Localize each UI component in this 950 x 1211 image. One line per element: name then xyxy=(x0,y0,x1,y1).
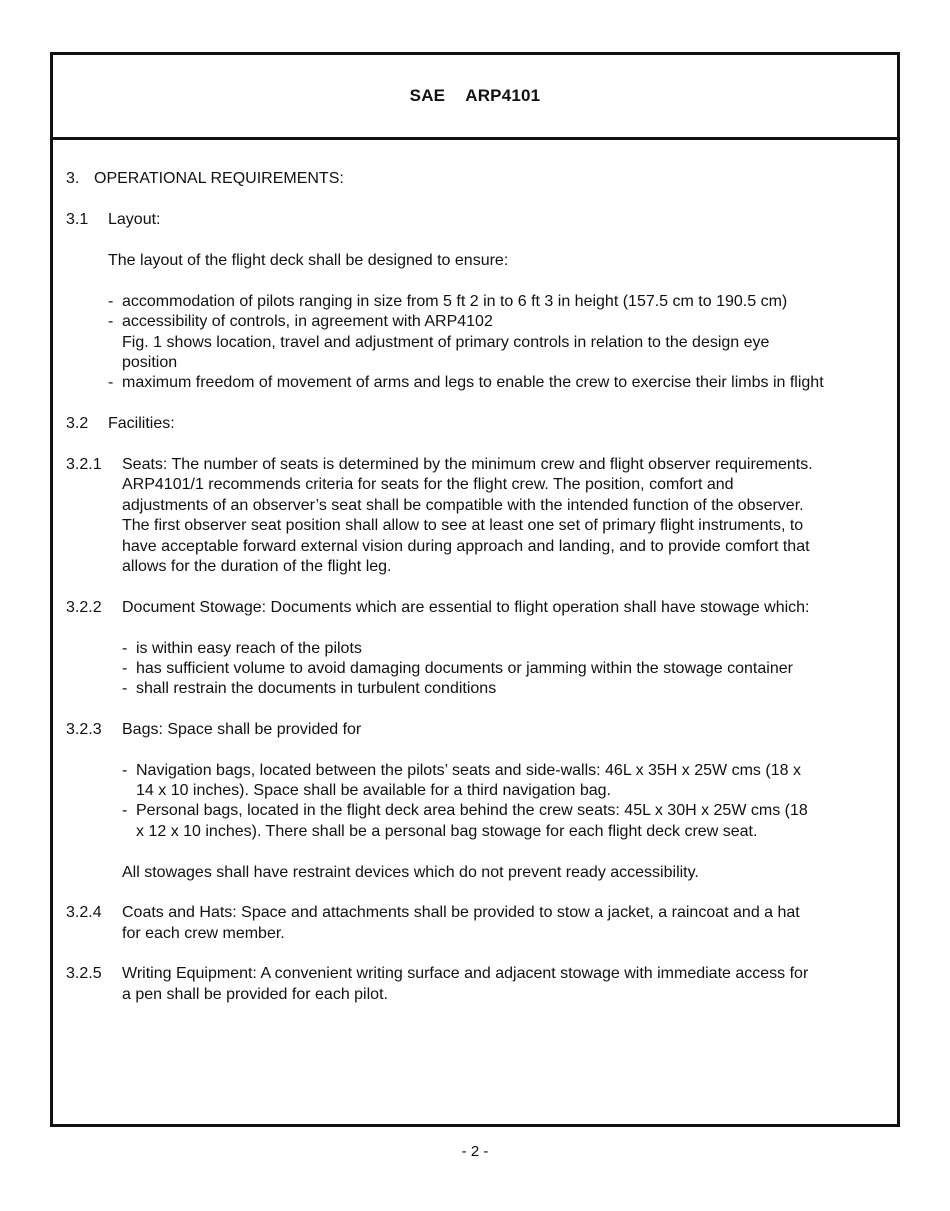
section-3-2-1-line: allows for the duration of the flight leg. xyxy=(122,558,392,575)
section-3-2-1-line: The first observer seat position shall allow to see at least one set of primary flight instruments, to xyxy=(122,517,804,534)
header-doc-number: ARP4101 xyxy=(465,86,541,105)
bullet-marker: - xyxy=(122,802,128,819)
section-3-2-2-line: Document Stowage: Documents which are essential to flight operation shall have stowage which: xyxy=(122,599,810,616)
section-3-2-1-line: ARP4101/1 recommends criteria for seats for the flight crew. The position, comfort and xyxy=(122,476,734,493)
section-3-1-number: 3.1 xyxy=(66,211,89,228)
section-3-1-bullet-2-cont-2: position xyxy=(122,354,178,371)
bullet-marker: - xyxy=(108,374,114,391)
bullet-marker: - xyxy=(122,660,128,677)
bullet-marker: - xyxy=(108,313,114,330)
header-org: SAE xyxy=(409,86,446,105)
section-3-2-5-line: a pen shall be provided for each pilot. xyxy=(122,986,388,1003)
section-3-2-5-number: 3.2.5 xyxy=(66,965,102,982)
section-3-2-2-bullet-2: has sufficient volume to avoid damaging documents or jamming within the stowage container xyxy=(136,660,793,677)
section-3-2-4-number: 3.2.4 xyxy=(66,904,102,921)
section-3-2-4-line: for each crew member. xyxy=(122,925,285,942)
section-3-2-number: 3.2 xyxy=(66,415,89,432)
section-3-2-2-bullet-1: is within easy reach of the pilots xyxy=(136,640,362,657)
section-3-1-bullet-2-cont-1: Fig. 1 shows location, travel and adjustment of primary controls in relation to the design eye xyxy=(122,334,770,351)
section-3-2-1-line: adjustments of an observer’s seat shall be compatible with the intended function of the observer. xyxy=(122,497,804,514)
section-3-2-4-line: Coats and Hats: Space and attachments shall be provided to stow a jacket, a raincoat and a hat xyxy=(122,904,800,921)
section-3-2-3-bullet-2-cont: x 12 x 10 inches). There shall be a personal bag stowage for each flight deck crew seat. xyxy=(136,823,758,840)
bullet-marker: - xyxy=(108,293,114,310)
bullet-marker: - xyxy=(122,640,128,657)
section-3-1-title: Layout: xyxy=(108,211,161,228)
section-3-2-3-bullet-2: Personal bags, located in the flight deck area behind the crew seats: 45L x 30H x 25W cms (18 xyxy=(136,802,808,819)
bullet-marker: - xyxy=(122,680,128,697)
section-3-number: 3. xyxy=(66,170,80,187)
section-3-2-2-bullet-3: shall restrain the documents in turbulent conditions xyxy=(136,680,497,697)
bullet-marker: - xyxy=(122,762,128,779)
section-3-2-1-line: Seats: The number of seats is determined by the minimum crew and flight observer requirements. xyxy=(122,456,813,473)
section-3-2-2-number: 3.2.2 xyxy=(66,599,102,616)
section-3-2-3-bullet-1-cont: 14 x 10 inches). Space shall be available for a third navigation bag. xyxy=(136,782,611,799)
section-3-1-bullet-3: maximum freedom of movement of arms and legs to enable the crew to exercise their limbs in flight xyxy=(122,374,824,391)
section-3-2-3-line: Bags: Space shall be provided for xyxy=(122,721,362,738)
section-3-1-bullet-2: accessibility of controls, in agreement with ARP4102 xyxy=(122,313,493,330)
page-number: - 2 - xyxy=(461,1143,489,1160)
section-3-2-3-closing: All stowages shall have restraint devices which do not prevent ready accessibility. xyxy=(122,864,699,881)
section-3-title: OPERATIONAL REQUIREMENTS: xyxy=(94,170,344,187)
document-header xyxy=(53,55,897,140)
section-3-2-5-line: Writing Equipment: A convenient writing surface and adjacent stowage with immediate access for xyxy=(122,965,809,982)
section-3-1-intro: The layout of the flight deck shall be designed to ensure: xyxy=(108,252,509,269)
section-3-2-1-line: have acceptable forward external vision during approach and landing, and to provide comfort that xyxy=(122,538,810,555)
section-3-2-1-number: 3.2.1 xyxy=(66,456,102,473)
section-3-1-bullet-1: accommodation of pilots ranging in size from 5 ft 2 in to 6 ft 3 in height (157.5 cm to 190.5 cm) xyxy=(122,293,788,310)
section-3-2-title: Facilities: xyxy=(108,415,175,432)
section-3-2-3-bullet-1: Navigation bags, located between the pilots’ seats and side-walls: 46L x 35H x 25W cms (18 x xyxy=(136,762,801,779)
section-3-2-3-number: 3.2.3 xyxy=(66,721,102,738)
